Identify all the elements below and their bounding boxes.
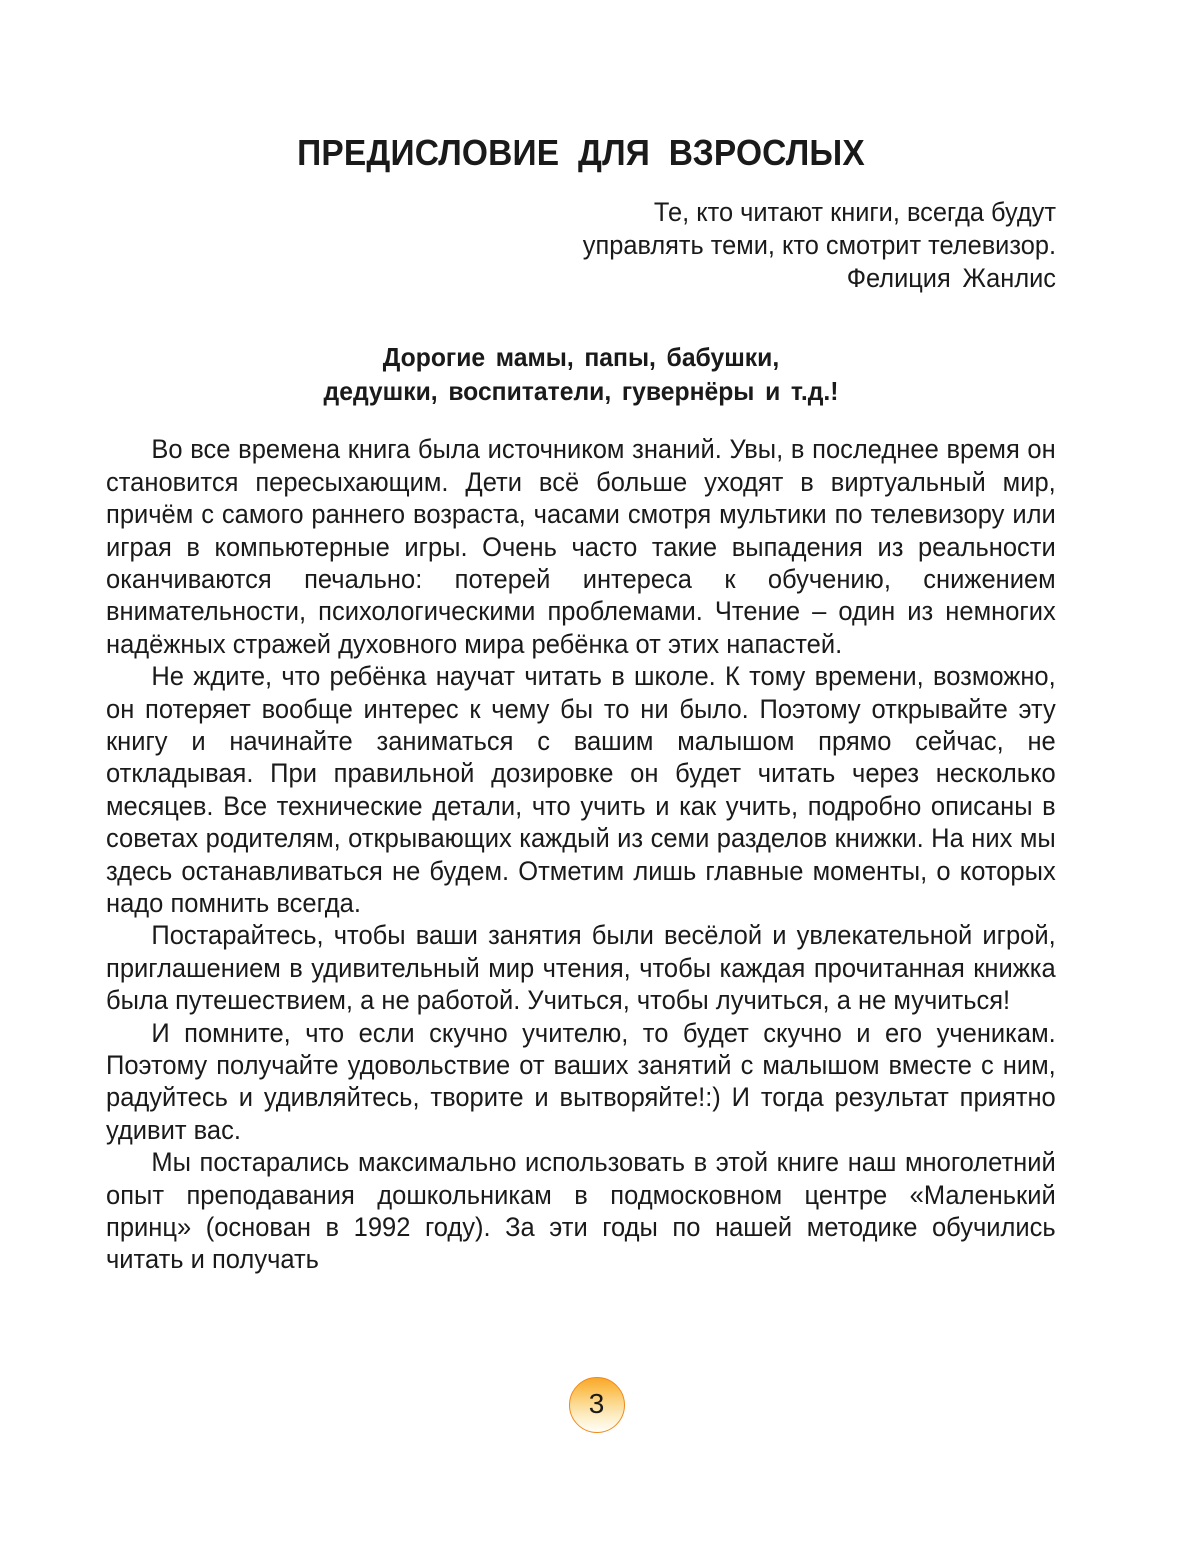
text-column (106, 0, 1056, 1276)
salutation-line-1: Дорогие мамы, папы, бабушки, (382, 342, 780, 373)
paragraph: Не ждите, что ребёнка научат читать в школе. К тому времени, возможно, он потеряет вообще интерес к чему бы то ни было. Поэтому открывайте эту книгу и начинайте заниматься с вашим малышом прямо сейчас, не откладывая. При правильной дозировке он будет читать через несколько месяцев. Все технические детали, что учить и как учить, подробно описаны в советах родителям, открывающих каждый из семи разделов книжки. На них мы здесь останавливаться не будем. Отметим лишь главные моменты, о которых надо помнить всегда. (106, 661, 1056, 918)
paragraph: И помните, что если скучно учителю, то будет скучно и его ученикам. Поэтому получайте удовольствие от ваших занятий с малышом вместе с ним, радуйтесь и удивляйтесь, творите и вытворяйте!:) И тогда результат приятно удивит вас. (106, 1017, 1056, 1145)
paragraph: Мы постарались максимально использовать в этой книге наш многолетний опыт преподавания дошкольникам в подмосковном центре «Маленький принц» (основан в 1992 году). За эти годы по нашей методике обучились читать и получать (106, 1147, 1056, 1275)
epigraph-line-1: Те, кто читают книги, всегда будут (653, 197, 1056, 228)
page-number-badge (569, 1377, 625, 1433)
epigraph-author: Фелиция Жанлис (846, 263, 1056, 294)
epigraph (163, 173, 1056, 295)
salutation-line-2: дедушки, воспитатели, гувернёры и т.д.! (323, 376, 839, 407)
page-number: 3 (588, 1388, 605, 1419)
body-text (106, 408, 1056, 1276)
paragraph: Во все времена книга была источником знаний. Увы, в последнее время он становится пересыхающим. Дети всё больше уходят в виртуальный мир, причём с самого раннего возраста, часами смотря мультики по телевизору или играя в компьютерные игры. Очень часто такие выпадения из реальности оканчиваются печально: потерей интереса к обучению, снижением внимательности, психологическими проблемами. Чтение – один из немногих надёжных стражей духовного мира ребёнка от этих напастей. (106, 434, 1056, 659)
salutation-heading (130, 295, 1033, 408)
paragraph: Постарайтесь, чтобы ваши занятия были весёлой и увлекательной игрой, приглашением в удивительный мир чтения, чтобы каждая прочитанная книжка была путешествием, а не работой. Учиться, чтобы лучиться, а не мучиться! (106, 920, 1056, 1016)
page-title: ПРЕДИСЛОВИЕ ДЛЯ ВЗРОСЛЫХ (297, 132, 865, 173)
epigraph-line-2: управлять теми, кто смотрит телевизор. (582, 230, 1056, 261)
